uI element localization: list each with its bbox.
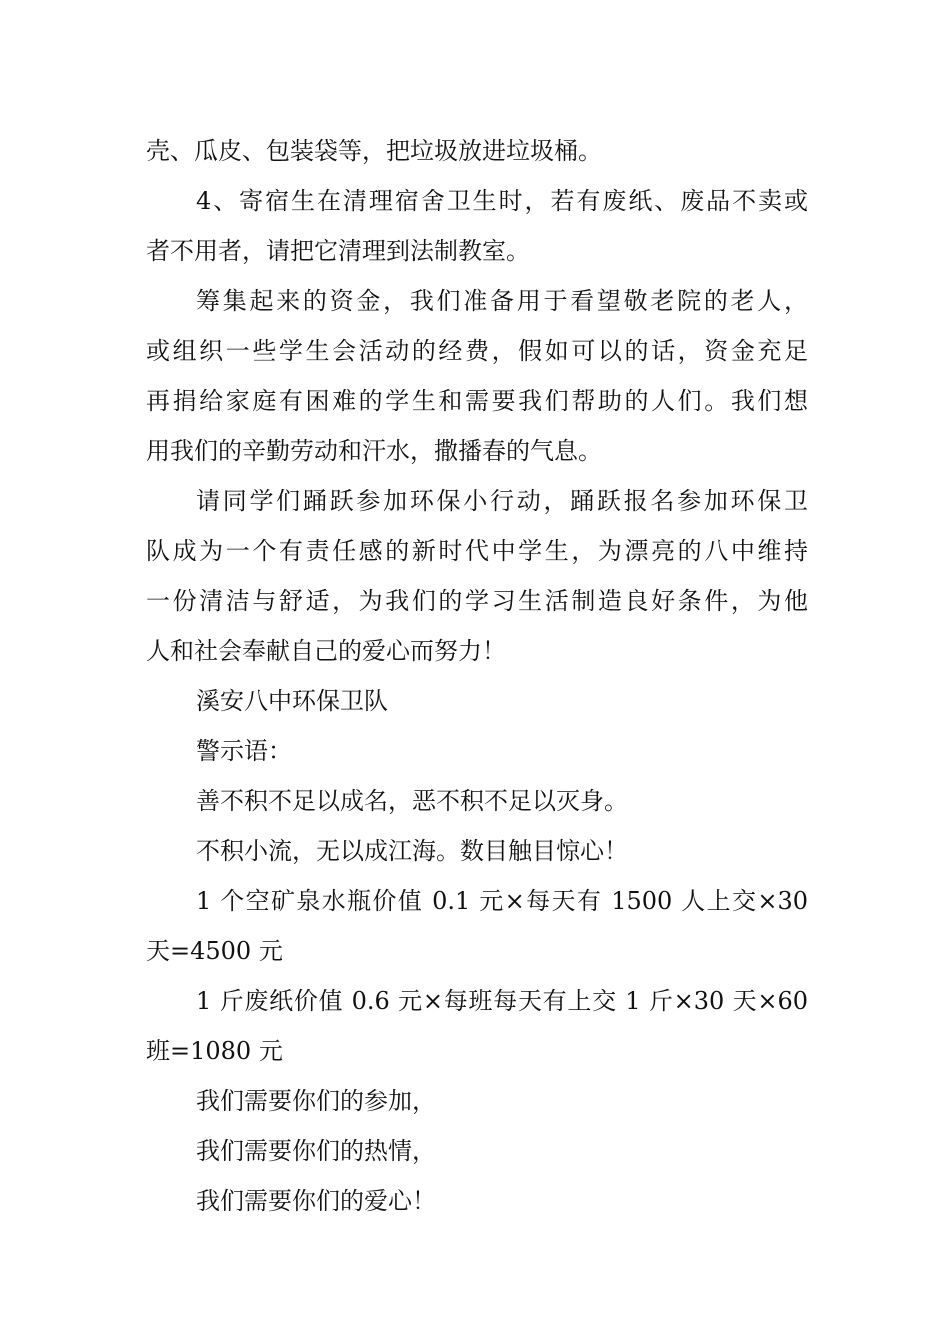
calculation-line: 1 斤废纸价值 0.6 元×每班每天有上交 1 斤×30 天×60 bbox=[196, 987, 808, 1015]
closing-line: 我们需要你们的热情， bbox=[196, 1137, 436, 1165]
paragraph-line: 请同学们踊跃参加环保小行动，踊跃报名参加环保卫 bbox=[196, 487, 808, 515]
slogan-heading: 警示语： bbox=[196, 737, 292, 765]
calculation-line: 1 个空矿泉水瓶价值 0.1 元×每天有 1500 人上交×30 bbox=[196, 887, 808, 915]
signature-line: 溪安八中环保卫队 bbox=[196, 687, 388, 715]
paragraph-line: 用我们的辛勤劳动和汗水，撒播春的气息。 bbox=[146, 437, 602, 465]
closing-line: 我们需要你们的爱心！ bbox=[196, 1187, 436, 1215]
calculation-line: 班=1080 元 bbox=[146, 1037, 283, 1065]
closing-line: 我们需要你们的参加， bbox=[196, 1087, 436, 1115]
document-body bbox=[146, 126, 808, 1226]
paragraph-line: 队成为一个有责任感的新时代中学生，为漂亮的八中维持 bbox=[146, 537, 808, 565]
paragraph-line: 4、寄宿生在清理宿舍卫生时，若有废纸、废品不卖或 bbox=[196, 187, 808, 215]
paragraph-line: 者不用者，请把它清理到法制教室。 bbox=[146, 237, 530, 265]
paragraph-line: 人和社会奉献自己的爱心而努力！ bbox=[146, 637, 506, 665]
paragraph-line: 筹集起来的资金，我们准备用于看望敬老院的老人， bbox=[196, 287, 808, 315]
paragraph-line: 壳、瓜皮、包装袋等，把垃圾放进垃圾桶。 bbox=[146, 137, 602, 165]
slogan-line: 善不积不足以成名，恶不积不足以灭身。 bbox=[196, 787, 628, 815]
calculation-line: 天=4500 元 bbox=[146, 937, 283, 965]
slogan-line: 不积小流，无以成江海。数目触目惊心！ bbox=[196, 837, 628, 865]
paragraph-line: 或组织一些学生会活动的经费，假如可以的话，资金充足 bbox=[146, 337, 808, 365]
paragraph-line: 再捐给家庭有困难的学生和需要我们帮助的人们。我们想 bbox=[146, 387, 808, 415]
paragraph-line: 一份清洁与舒适，为我们的学习生活制造良好条件，为他 bbox=[146, 587, 808, 615]
